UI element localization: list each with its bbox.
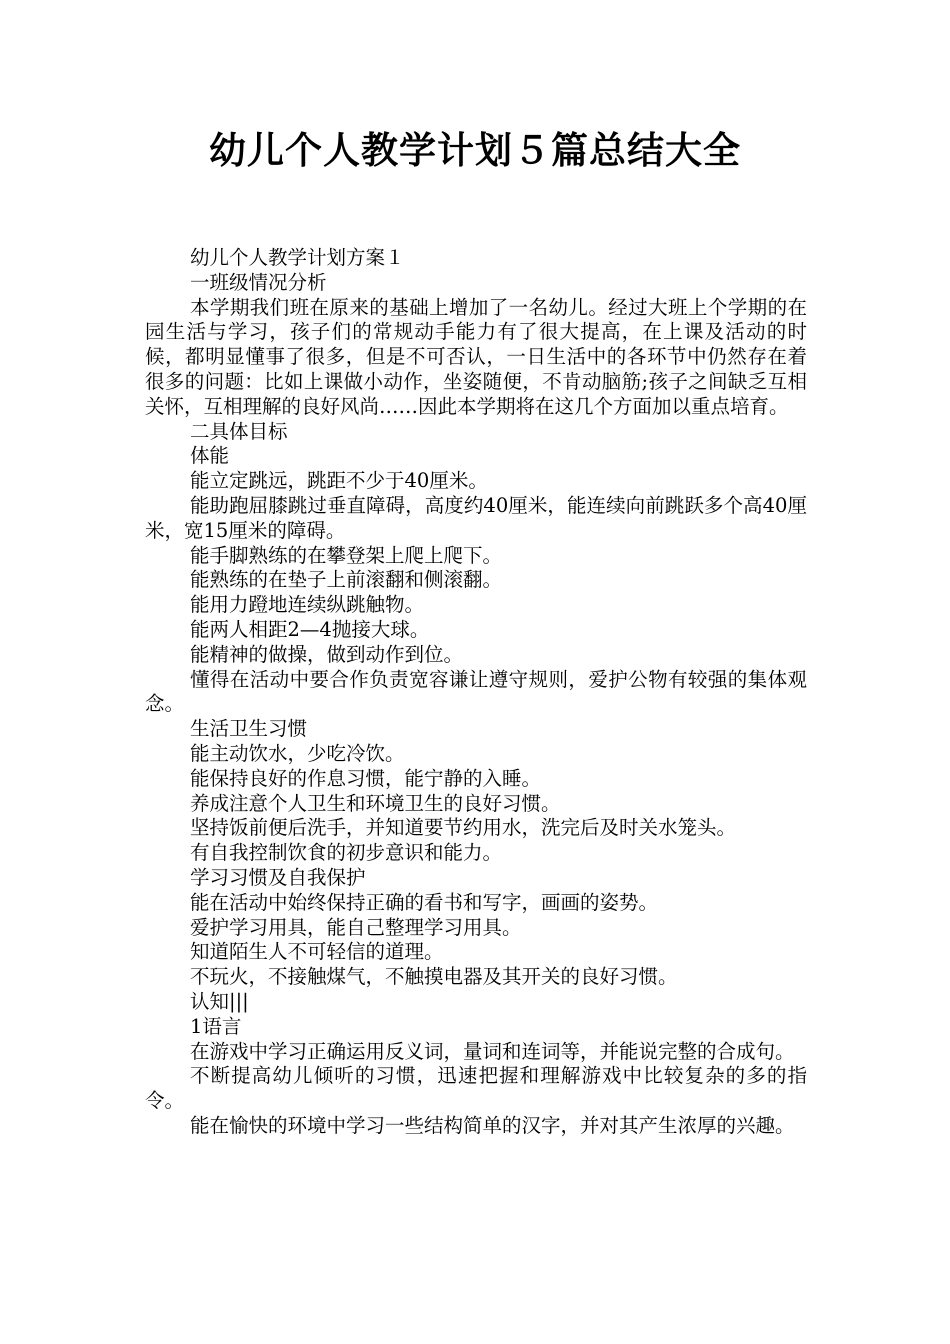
subheading: 一班级情况分析: [190, 270, 327, 294]
list-item: 不断提高幼儿倾听的习惯，迅速把握和理解游戏中比较复杂的多的指令。: [145, 1064, 807, 1113]
subheading: 生活卫生习惯: [190, 717, 308, 741]
list-item: 养成注意个人卫生和环境卫生的良好习惯。: [190, 791, 561, 815]
list-item: 能精神的做操，做到动作到位。: [190, 642, 464, 666]
subheading: 认知|||: [190, 989, 249, 1013]
list-item: 能手脚熟练的在攀登架上爬上爬下。: [190, 543, 503, 567]
list-item: 能助跑屈膝跳过垂直障碍，高度约40厘米，能连续向前跳跃多个高40厘米，宽15厘米的障碍。: [145, 493, 807, 542]
list-item: 能在愉快的环境中学习一些结构简单的汉字，并对其产生浓厚的兴趣。: [190, 1113, 795, 1137]
subheading: 学习习惯及自我保护: [190, 865, 366, 889]
subheading: 二具体目标: [190, 419, 288, 443]
list-item: 能立定跳远，跳距不少于40厘米。: [190, 469, 488, 493]
document-body: [145, 246, 807, 1139]
list-item: 在游戏中学习正确运用反义词，量词和连词等，并能说完整的合成句。: [190, 1039, 795, 1063]
section-heading: 幼儿个人教学计划方案１: [190, 246, 405, 269]
subheading: 体能: [190, 444, 230, 468]
list-item: 能两人相距2—4抛接大球。: [190, 617, 430, 641]
list-item: 不玩火，不接触煤气，不触摸电器及其开关的良好习惯。: [190, 965, 678, 989]
paragraph: 本学期我们班在原来的基础上增加了一名幼儿。经过大班上个学期的在园生活与学习，孩子们的常规动手能力有了很大提高，在上课及活动的时候，都明显懂事了很多，但是不可否认，一日生活中的各环节中仍然存在着很多的问题：比如上课做小动作，坐姿随便，不肯动脑筋;孩子之间缺乏互相关怀，互相理解的良好风尚……因此本学期将在这几个方面加以重点培育。: [145, 295, 807, 418]
list-item: 能保持良好的作息习惯，能宁静的入睡。: [190, 766, 542, 790]
list-item: 能在活动中始终保持正确的看书和写字，画画的姿势。: [190, 890, 659, 914]
list-item: 能熟练的在垫子上前滚翻和侧滚翻。: [190, 568, 503, 592]
list-item: 有自我控制饮食的初步意识和能力。: [190, 841, 503, 865]
list-item: 能主动饮水，少吃冷饮。: [190, 741, 405, 765]
list-item: 知道陌生人不可轻信的道理。: [190, 940, 444, 964]
list-item: 坚持饭前便后洗手，并知道要节约用水，洗完后及时关水笼头。: [190, 816, 737, 840]
list-item: 爱护学习用具，能自己整理学习用具。: [190, 915, 522, 939]
subheading: 1语言: [190, 1014, 242, 1038]
list-item: 能用力蹬地连续纵跳触物。: [190, 593, 425, 617]
document-title: 幼儿个人教学计划５篇总结大全: [209, 129, 741, 172]
list-item: 懂得在活动中要合作负责宽容谦让遵守规则，爱护公物有较强的集体观念。: [145, 667, 807, 716]
